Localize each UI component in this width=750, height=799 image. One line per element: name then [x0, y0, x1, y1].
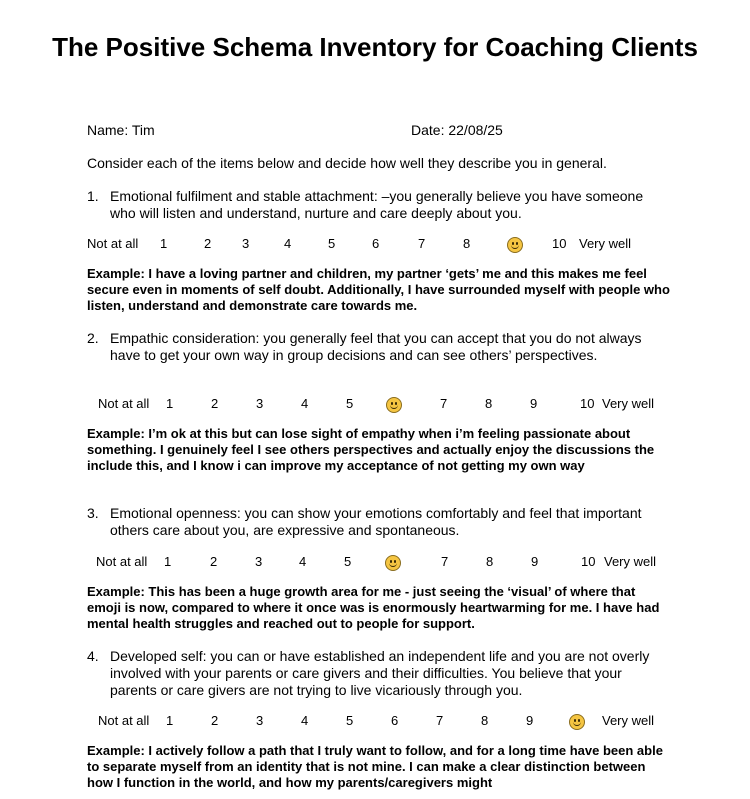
scale-number: 4	[284, 236, 292, 251]
item-question: Emotional openness: you can show your emotions comfortably and feel that important others care about you, are expressive and spontaneous.	[110, 505, 642, 538]
scale-number: 3	[242, 236, 250, 251]
scale-number: 1	[160, 236, 168, 251]
scale-low-label: Not at all	[96, 554, 148, 569]
scale-number: 4	[299, 554, 307, 569]
scale-number: 10	[552, 236, 567, 251]
scale-low-label: Not at all	[98, 713, 150, 728]
scale-number: 9	[531, 554, 539, 569]
date-field: Date: 22/08/25	[411, 122, 503, 138]
scale-number: 2	[211, 396, 219, 411]
page-title: The Positive Schema Inventory for Coaching Clients	[52, 32, 698, 62]
scale-number: 4	[301, 713, 309, 728]
scale-number: 2	[210, 554, 218, 569]
scale-high-label: Very well	[602, 396, 655, 411]
scale-number: 8	[486, 554, 494, 569]
item-number: 2.	[87, 330, 99, 346]
scale-number: 9	[530, 396, 538, 411]
scale-low-label: Not at all	[87, 236, 139, 251]
scale-number: 3	[256, 396, 264, 411]
scale-number: 5	[346, 396, 354, 411]
scale-number: 9	[526, 713, 534, 728]
item-question: Empathic consideration: you generally feel that you can accept that you do not always have to get your own way in group decisions and can see others’ perspectives.	[110, 330, 642, 363]
scale-number: 3	[255, 554, 263, 569]
scale-number: 7	[441, 554, 449, 569]
scale-number: 6	[372, 236, 380, 251]
scale-number: 8	[481, 713, 489, 728]
item-example: Example: I actively follow a path that I truly want to follow, and for a long time have been able to separate myself from an identity that is not mine. I can make a clear distinction between how I function in the world, and how my parents/caregivers might	[87, 743, 663, 790]
scale-number: 1	[164, 554, 172, 569]
item-example: Example: I have a loving partner and children, my partner ‘gets’ me and this makes me feel secure even in moments of self doubt. Additionally, I have surrounded myself with people who listen, understand and demonstrate care towards me.	[87, 266, 670, 313]
scale-number: 7	[418, 236, 426, 251]
scale-number: 8	[485, 396, 493, 411]
scale-number: 7	[436, 713, 444, 728]
item-question: Emotional fulfilment and stable attachment: –you generally believe you have someone who will listen and understand, nurture and care deeply about you.	[110, 188, 644, 221]
scale-number: 7	[440, 396, 448, 411]
item-example: Example: This has been a huge growth area for me - just seeing the ‘visual’ of where that emoji is now, compared to where it once was is enormously heartwarming for me. I have had mental health struggles and reached out to people for support.	[87, 584, 660, 631]
scale-number: 4	[301, 396, 309, 411]
client-name: Name: Tim	[87, 122, 155, 138]
scale-number: 1	[166, 713, 174, 728]
scale-number: 2	[211, 713, 219, 728]
item-number: 1.	[87, 188, 99, 204]
smiley-face-icon	[507, 237, 523, 253]
scale-number: 8	[463, 236, 471, 251]
scale-high-label: Very well	[602, 713, 655, 728]
item-number: 3.	[87, 505, 99, 521]
scale-number: 3	[256, 713, 264, 728]
scale-low-label: Not at all	[98, 396, 150, 411]
scale-number: 6	[391, 713, 399, 728]
smiley-face-icon	[385, 555, 401, 571]
scale-number: 2	[204, 236, 212, 251]
item-number: 4.	[87, 648, 99, 664]
instructions: Consider each of the items below and decide how well they describe you in general.	[87, 155, 607, 171]
item-question: Developed self: you can or have established an independent life and you are not overly involved with your parents or care givers and their difficulties. You believe that your parents or care givers are not trying to live vicariously through you.	[110, 648, 650, 698]
smiley-face-icon	[569, 714, 585, 730]
scale-number: 10	[580, 396, 595, 411]
scale-number: 5	[346, 713, 354, 728]
scale-number: 5	[344, 554, 352, 569]
scale-high-label: Very well	[604, 554, 657, 569]
scale-high-label: Very well	[579, 236, 632, 251]
smiley-face-icon	[386, 397, 402, 413]
scale-number: 5	[328, 236, 336, 251]
scale-number: 10	[581, 554, 596, 569]
item-example: Example: I’m ok at this but can lose sight of empathy when i’m feeling passionate about something. I genuinely feel I see others perspectives and actually enjoy the discussions the include this, and I know i can improve my acceptance of not getting my own way	[87, 426, 655, 473]
scale-number: 1	[166, 396, 174, 411]
